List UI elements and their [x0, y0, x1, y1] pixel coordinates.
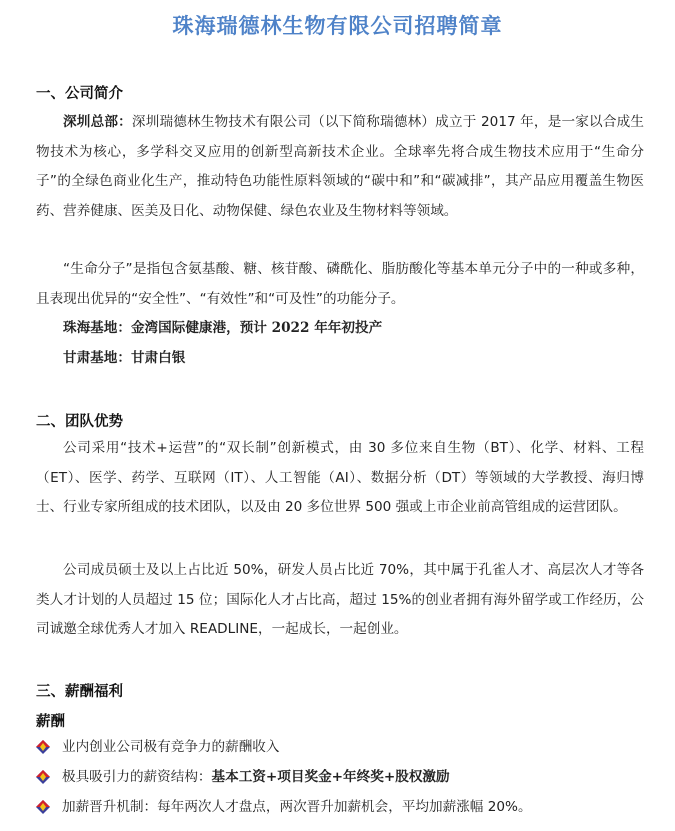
list-item — [36, 737, 280, 757]
list-item — [36, 797, 532, 817]
gansu-base-line — [63, 344, 185, 374]
team-members-text: 公司成员硕士及以上占比近 50%，研发人员占比近 70%，其中属于孔雀人才、高层次人才等各类人才计划的人员超过 15 位；国际化人才占比高，超过 15%的创业者拥有海外留学或工作经历，公司诚邀全球优秀人才加入 READLINE，一起成长，一起创业。 — [36, 562, 644, 637]
diamond-bullet-icon — [36, 800, 50, 814]
bullet-text: 极具吸引力的薪资结构： — [62, 769, 212, 785]
paragraph-team-members — [36, 556, 644, 645]
shenzhen-hq-label: 深圳总部： — [63, 114, 132, 130]
section-heading-team: 二、团队优势 — [36, 414, 123, 430]
zhuhai-base-text: 金湾国际健康港，预计 2022 年年初投产 — [130, 320, 383, 336]
bullet-text: 加薪晋升机制：每年两次人才盘点，两次晋升加薪机会，平均加薪涨幅 20%。 — [62, 799, 532, 815]
paragraph-team-model — [36, 434, 644, 523]
team-model-text: 公司采用“技术+运营”的“双长制”创新模式，由 30 多位来自生物（BT）、化学、材料、工程（ET）、医学、药学、互联网（IT）、人工智能（AI）、数据分析（DT）等领域的大学教授、海归博士、行业专家所组成的技术团队，以及由 20 多位世界 500 强或上市企业前高管组成的运营团队。 — [36, 440, 644, 515]
bullet-bold-text: 基本工资+项目奖金+年终奖+股权激励 — [211, 769, 450, 785]
subheading-salary: 薪酬 — [36, 714, 65, 730]
zhuhai-base-line — [63, 314, 382, 344]
gansu-base-text: 甘肃白银 — [130, 350, 186, 366]
bullet-text: 业内创业公司极有竞争力的薪酬收入 — [62, 739, 280, 755]
paragraph-shenzhen-hq — [36, 108, 644, 226]
diamond-bullet-icon — [36, 740, 50, 754]
shenzhen-hq-text: 深圳瑞德林生物技术有限公司（以下简称瑞德林）成立于 2017 年，是一家以合成生物技术为核心，多学科交叉应用的创新型高新技术企业。全球率先将合成生物技术应用于“生命分子”的全绿色商业化生产，推动特色功能性原料领域的“碳中和”和“碳减排”，其产品应用覆盖生物医药、营养健康、医美及日化、动物保健、绿色农业及生物材料等领域。 — [36, 114, 644, 219]
document-title: 珠海瑞德林生物有限公司招聘简章 — [172, 13, 503, 38]
life-molecule-text: “生命分子”是指包含氨基酸、糖、核苷酸、磷酰化、脂肪酸化等基本单元分子中的一种或多种，且表现出优异的“安全性”、“有效性”和“可及性”的功能分子。 — [36, 261, 644, 307]
section-heading-compensation: 三、薪酬福利 — [36, 684, 123, 700]
zhuhai-base-label: 珠海基地： — [63, 320, 131, 336]
list-item — [36, 767, 450, 787]
paragraph-life-molecule — [36, 255, 644, 314]
section-heading-company-intro: 一、公司简介 — [36, 86, 123, 102]
gansu-base-label: 甘肃基地： — [63, 350, 131, 366]
diamond-bullet-icon — [36, 770, 50, 784]
